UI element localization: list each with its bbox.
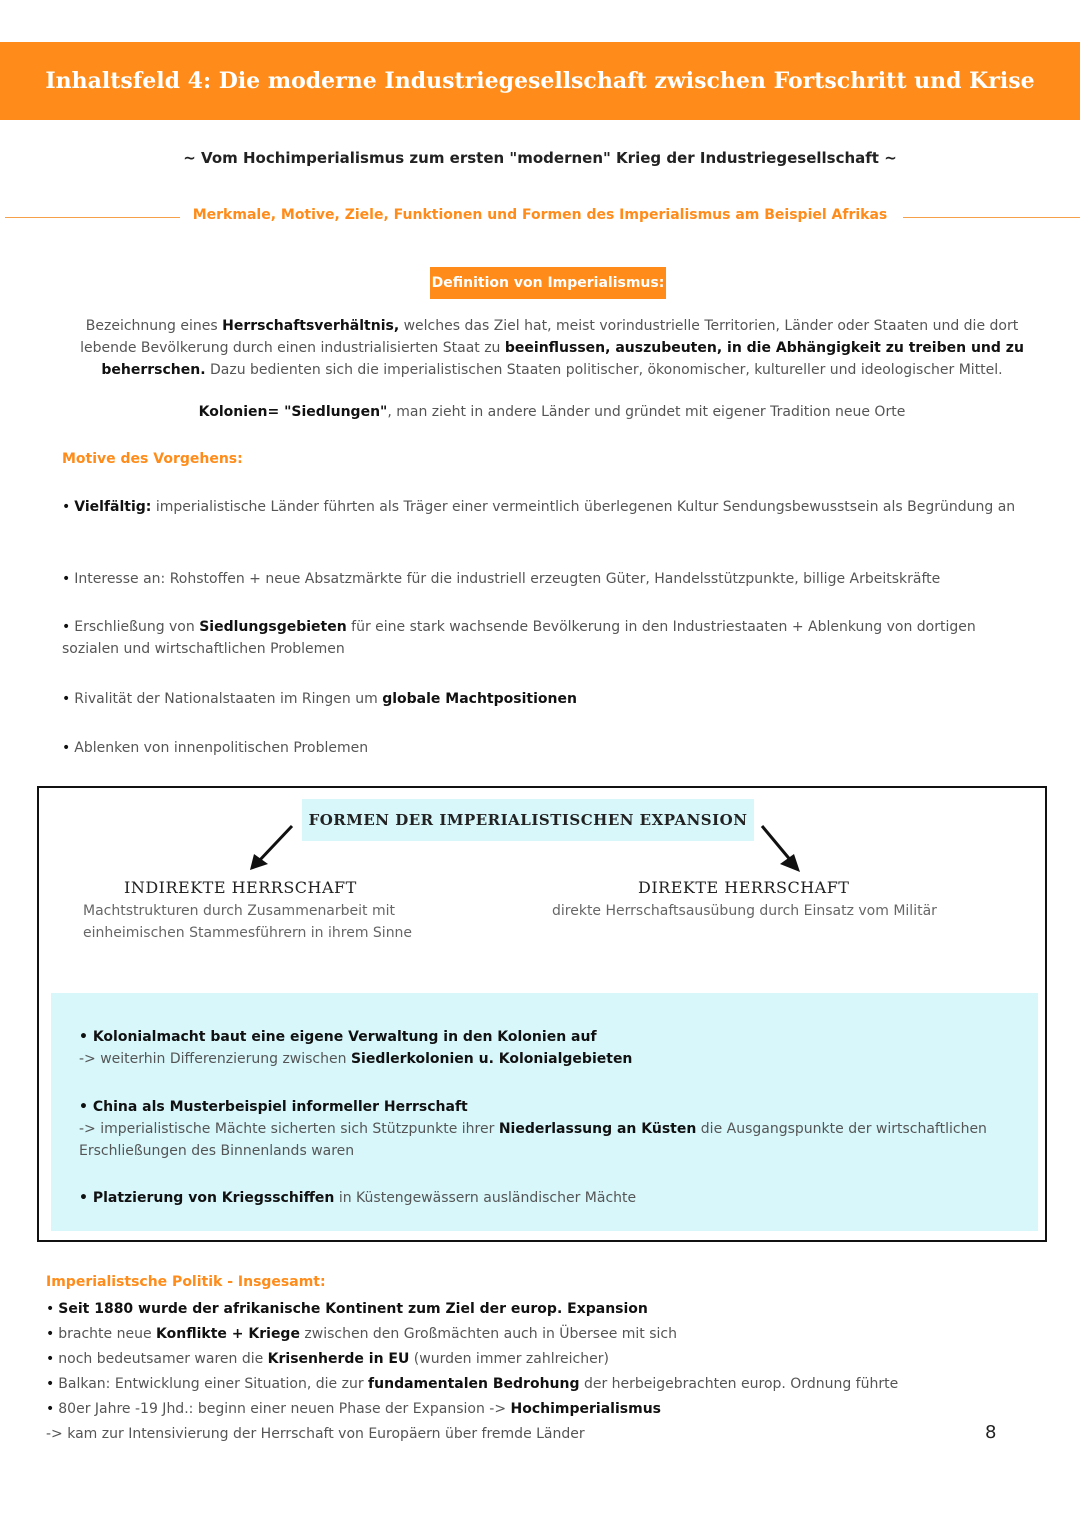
insgesamt-item-2: • brachte neue Konflikte + Kriege zwischen den Großmächten auch in Übersee mit sich bbox=[46, 1326, 677, 1342]
motive-item-3: • Erschließung von Siedlungsgebieten für eine stark wachsende Bevölkerung in den Industriestaaten + Ablenkung von dortigen sozialen und wirtschaftlichen Problemen bbox=[62, 619, 976, 657]
insgesamt-item-4-bold: fundamentalen Bedrohung bbox=[368, 1376, 580, 1392]
section-title: Merkmale, Motive, Ziele, Funktionen und Formen des Imperialismus am Beispiel Afrikas bbox=[192, 207, 888, 223]
formen-item-1-text: -> weiterhin Differenzierung zwischen bbox=[79, 1051, 351, 1067]
formen-item-3-bold: Platzierung von Kriegsschiffen bbox=[92, 1190, 335, 1206]
insgesamt-item-5-bold: Hochimperialismus bbox=[510, 1401, 661, 1417]
formen-item-2: • China als Musterbeispiel informeller Herrschaft -> imperialistische Mächte sicherten sich Stützpunkte ihrer Niederlassung an Küsten die Ausgangspunkte der wirtschaftlichen Erschließungen des Binnenlands waren bbox=[79, 1099, 987, 1159]
motive-3-text-1: Erschließung von bbox=[74, 619, 200, 635]
arrow-right-icon bbox=[762, 826, 800, 872]
motive-item-2: • Interesse an: Rohstoffen + neue Absatzmärkte für die industriell erzeugten Güter, Handelsstützpunkte, billige Arbeitskräfte bbox=[62, 571, 941, 587]
formen-item-2-text-1: -> imperialistische Mächte sicherten sich Stützpunkte ihrer bbox=[79, 1121, 499, 1137]
definition-part-1: Bezeichnung eines bbox=[85, 318, 223, 334]
arrow-left-icon bbox=[250, 826, 292, 870]
insgesamt-item-6-text: -> kam zur Intensivierung der Herrschaft von Europäern über fremde Länder bbox=[46, 1426, 585, 1442]
insgesamt-item-4-text-2: der herbeigebrachten europ. Ordnung führte bbox=[579, 1376, 899, 1392]
formen-item-1-bold: Siedlerkolonien u. Kolonialgebieten bbox=[350, 1051, 633, 1067]
indirekt-text: Machtstrukturen durch Zusammenarbeit mit einheimischen Stammesführern in ihrem Sinne bbox=[83, 903, 413, 941]
definition-bold-1: Herrschaftsverhältnis, bbox=[222, 318, 400, 334]
formen-item-1: • Kolonialmacht baut eine eigene Verwaltung in den Kolonien auf -> weiterhin Differenzierung zwischen Siedlerkolonien u. Kolonialgebieten bbox=[79, 1029, 633, 1067]
formen-item-2-lead: China als Musterbeispiel informeller Herrschaft bbox=[92, 1099, 468, 1115]
insgesamt-item-4: • Balkan: Entwicklung einer Situation, die zur fundamentalen Bedrohung der herbeigebrachten europ. Ordnung führte bbox=[46, 1376, 899, 1392]
page-banner bbox=[0, 42, 1080, 120]
kolonien-note bbox=[0, 404, 1080, 420]
insgesamt-item-3-bold: Krisenherde in EU bbox=[267, 1351, 410, 1367]
insgesamt-list bbox=[46, 1297, 1026, 1447]
definition-label-text: Definition von Imperialismus: bbox=[431, 275, 665, 291]
insgesamt-item-3-text-1: noch bedeutsamer waren die bbox=[58, 1351, 268, 1367]
direkt-text: direkte Herrschaftsausübung durch Einsatz vom Militär bbox=[552, 903, 937, 919]
definition-part-2: welches das Ziel hat, meist vorindustrielle Territorien, Länder oder Staaten und die dort lebende Bevölkerung durch einen industrialisierten Staat zu bbox=[80, 318, 1019, 356]
insgesamt-item-4-text-1: Balkan: Entwicklung einer Situation, die zur bbox=[58, 1376, 369, 1392]
motive-3-bold: Siedlungsgebieten bbox=[199, 619, 347, 635]
definition-part-3: Dazu bedienten sich die imperialistischen Staaten politischer, ökonomischer, kultureller und ideologischer Mittel. bbox=[205, 362, 1003, 378]
motive-1-text: imperialistische Länder führten als Träger einer vermeintlich überlegenen Kultur Sendungsbewusstsein als Begründung an bbox=[151, 499, 1016, 515]
motive-heading: Motive des Vorgehens: bbox=[62, 451, 243, 467]
motive-1-bold: Vielfältig: bbox=[74, 499, 152, 515]
formen-item-1-lead: Kolonialmacht baut eine eigene Verwaltung in den Kolonien auf bbox=[92, 1029, 597, 1045]
motive-4-bold: globale Machtpositionen bbox=[382, 691, 577, 707]
insgesamt-item-5: • 80er Jahre -19 Jhd.: beginn einer neuen Phase der Expansion -> Hochimperialismus bbox=[46, 1401, 661, 1417]
motive-3-text-2: für eine stark wachsende Bevölkerung in den Industriestaaten + Ablenkung von dortigen sozialen und wirtschaftlichen Problemen bbox=[62, 619, 976, 657]
kolonien-text: , man zieht in andere Länder und gründet mit eigener Tradition neue Orte bbox=[387, 404, 906, 420]
insgesamt-item-3-text-2: (wurden immer zahlreicher) bbox=[409, 1351, 609, 1367]
motive-item-4: • Rivalität der Nationalstaaten im Ringen um globale Machtpositionen bbox=[62, 691, 577, 707]
insgesamt-item-2-text-2: zwischen den Großmächten auch in Übersee mit sich bbox=[299, 1326, 677, 1342]
insgesamt-item-1: • Seit 1880 wurde der afrikanische Kontinent zum Ziel der europ. Expansion bbox=[46, 1301, 648, 1317]
insgesamt-item-2-bold: Konflikte + Kriege bbox=[156, 1326, 300, 1342]
kolonien-term: Kolonien= "Siedlungen" bbox=[198, 404, 388, 420]
formen-item-3: • Platzierung von Kriegsschiffen in Küstengewässern ausländischer Mächte bbox=[79, 1190, 637, 1206]
page-number: 8 bbox=[985, 1422, 997, 1443]
motive-2-text: Interesse an: Rohstoffen + neue Absatzmärkte für die industriell erzeugten Güter, Handelsstützpunkte, billige Arbeitskräfte bbox=[74, 571, 941, 587]
insgesamt-item-6 bbox=[46, 1422, 1026, 1447]
direkt-title: DIREKTE HERRSCHAFT bbox=[638, 878, 850, 897]
insgesamt-item-2-text-1: brachte neue bbox=[58, 1326, 157, 1342]
page-subtitle: ~ Vom Hochimperialismus zum ersten "modernen" Krieg der Industriegesellschaft ~ bbox=[183, 149, 897, 167]
definition-bold-2: beeinflussen, auszubeuten, in die Abhängigkeit zu treiben und zu beherrschen. bbox=[101, 340, 1024, 378]
insgesamt-item-3: • noch bedeutsamer waren die Krisenherde in EU (wurden immer zahlreicher) bbox=[46, 1351, 609, 1367]
page-title: Inhaltsfeld 4: Die moderne Industriegesellschaft zwischen Fortschritt und Krise bbox=[45, 68, 1035, 94]
definition-text bbox=[62, 315, 1042, 381]
indirekt-title: INDIREKTE HERRSCHAFT bbox=[124, 878, 357, 897]
insgesamt-item-5-text: 80er Jahre -19 Jhd.: beginn einer neuen Phase der Expansion -> bbox=[58, 1401, 511, 1417]
formen-item-2-text-2: die Ausgangspunkte der wirtschaftlichen Erschließungen des Binnenlands waren bbox=[79, 1121, 987, 1159]
formen-item-3-text: in Küstengewässern ausländischer Mächte bbox=[334, 1190, 637, 1206]
motive-item-1: • Vielfältig: imperialistische Länder führten als Träger einer vermeintlich überlegenen Kultur Sendungsbewusstsein als Begründung an bbox=[62, 499, 1016, 515]
formen-item-2-bold: Niederlassung an Küsten bbox=[498, 1121, 697, 1137]
definition-label bbox=[430, 267, 666, 299]
insgesamt-heading: Imperialistsche Politik - Insgesamt: bbox=[46, 1274, 326, 1290]
motive-item-5: • Ablenken von innenpolitischen Problemen bbox=[62, 740, 369, 756]
motive-5-text: Ablenken von innenpolitischen Problemen bbox=[74, 740, 369, 756]
insgesamt-item-1-text: Seit 1880 wurde der afrikanische Kontinent zum Ziel der europ. Expansion bbox=[58, 1301, 648, 1317]
motive-4-text: Rivalität der Nationalstaaten im Ringen um bbox=[74, 691, 383, 707]
formen-title: FORMEN DER IMPERIALISTISCHEN EXPANSION bbox=[308, 811, 748, 829]
